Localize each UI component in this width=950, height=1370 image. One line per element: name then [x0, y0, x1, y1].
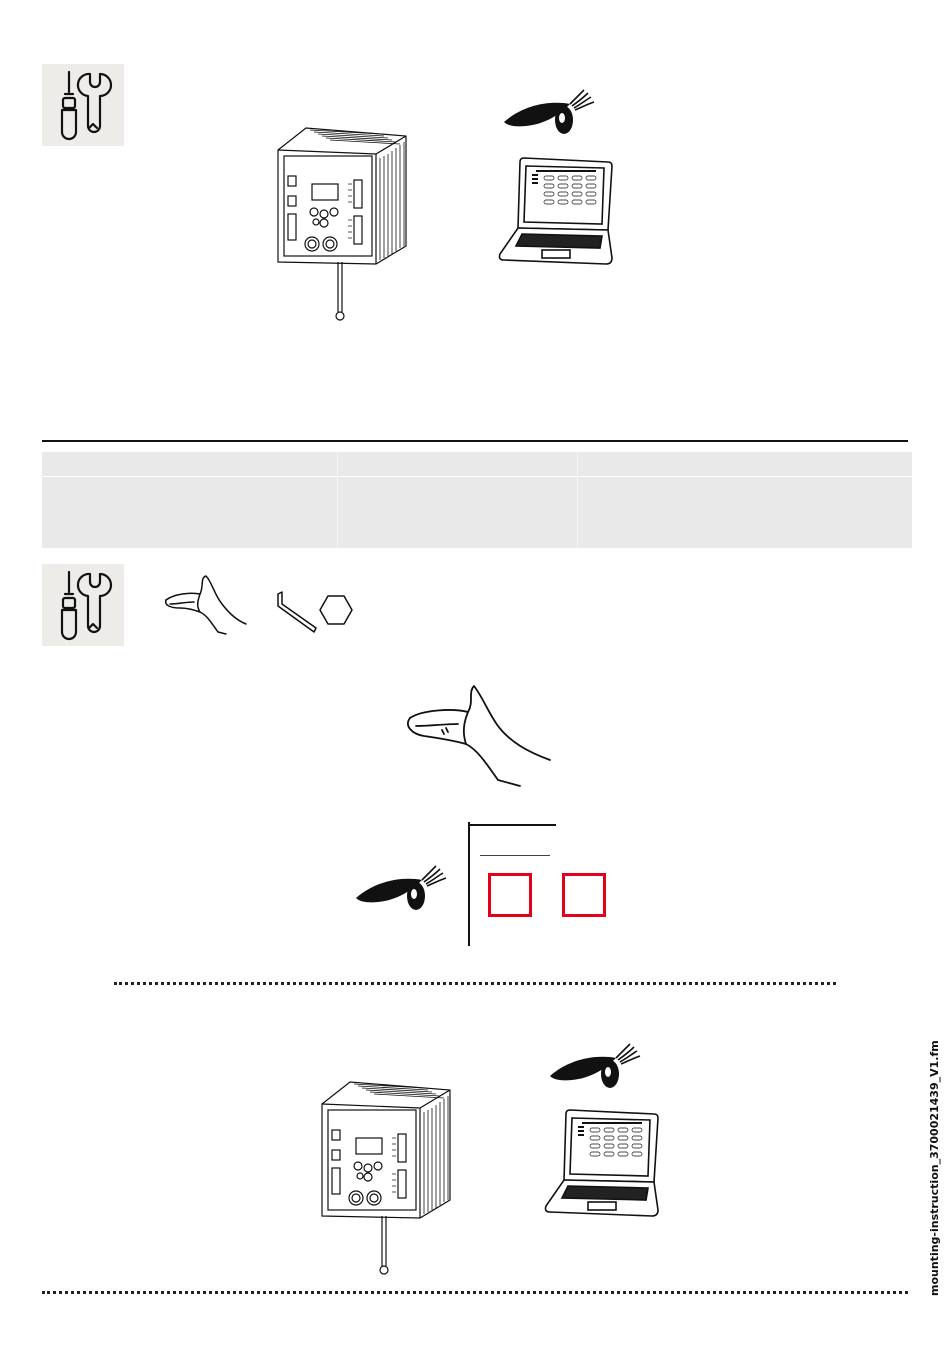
laptop-image-top	[496, 156, 614, 272]
hand-image-small	[160, 572, 248, 642]
table-row-divider	[42, 476, 912, 477]
bracket-inner-line	[480, 855, 550, 856]
table-band	[42, 452, 912, 548]
screwdriver-wrench-icon	[42, 64, 124, 146]
screwdriver-wrench-icon	[42, 564, 124, 646]
red-indicator-box	[488, 873, 532, 917]
eye-icon	[352, 862, 448, 918]
laptop-icon	[496, 156, 614, 268]
hex-key-icon	[276, 590, 352, 636]
relay-device-image-bottom	[320, 1080, 456, 1280]
hex-key-image	[276, 590, 352, 640]
laptop-icon	[542, 1108, 660, 1220]
tools-icon-box	[42, 64, 124, 146]
red-indicator-box	[562, 873, 606, 917]
hexagon-icon	[320, 596, 352, 624]
hand-icon	[402, 682, 554, 790]
table-col-divider	[577, 452, 578, 548]
relay-device-icon	[276, 126, 412, 322]
tools-icon-box	[42, 564, 124, 646]
bracket-vertical	[468, 822, 470, 946]
section-divider	[42, 440, 908, 442]
eye-icon	[546, 1040, 642, 1096]
hand-image-large	[402, 682, 554, 794]
hand-icon	[160, 572, 248, 638]
eye-icon	[500, 86, 596, 142]
bracket-top	[468, 824, 556, 826]
relay-device-image-top	[276, 126, 412, 326]
dotted-separator	[114, 982, 836, 985]
eye-image-bottom	[546, 1040, 642, 1100]
dotted-separator	[42, 1291, 908, 1294]
laptop-image-bottom	[542, 1108, 660, 1224]
table-col-divider	[337, 452, 338, 548]
relay-device-icon	[320, 1080, 456, 1276]
eye-image-middle	[352, 862, 448, 922]
eye-image-top	[500, 86, 596, 146]
footer-file-name-text: mounting-instruction_3700021439_V1.fm	[928, 1040, 941, 1296]
